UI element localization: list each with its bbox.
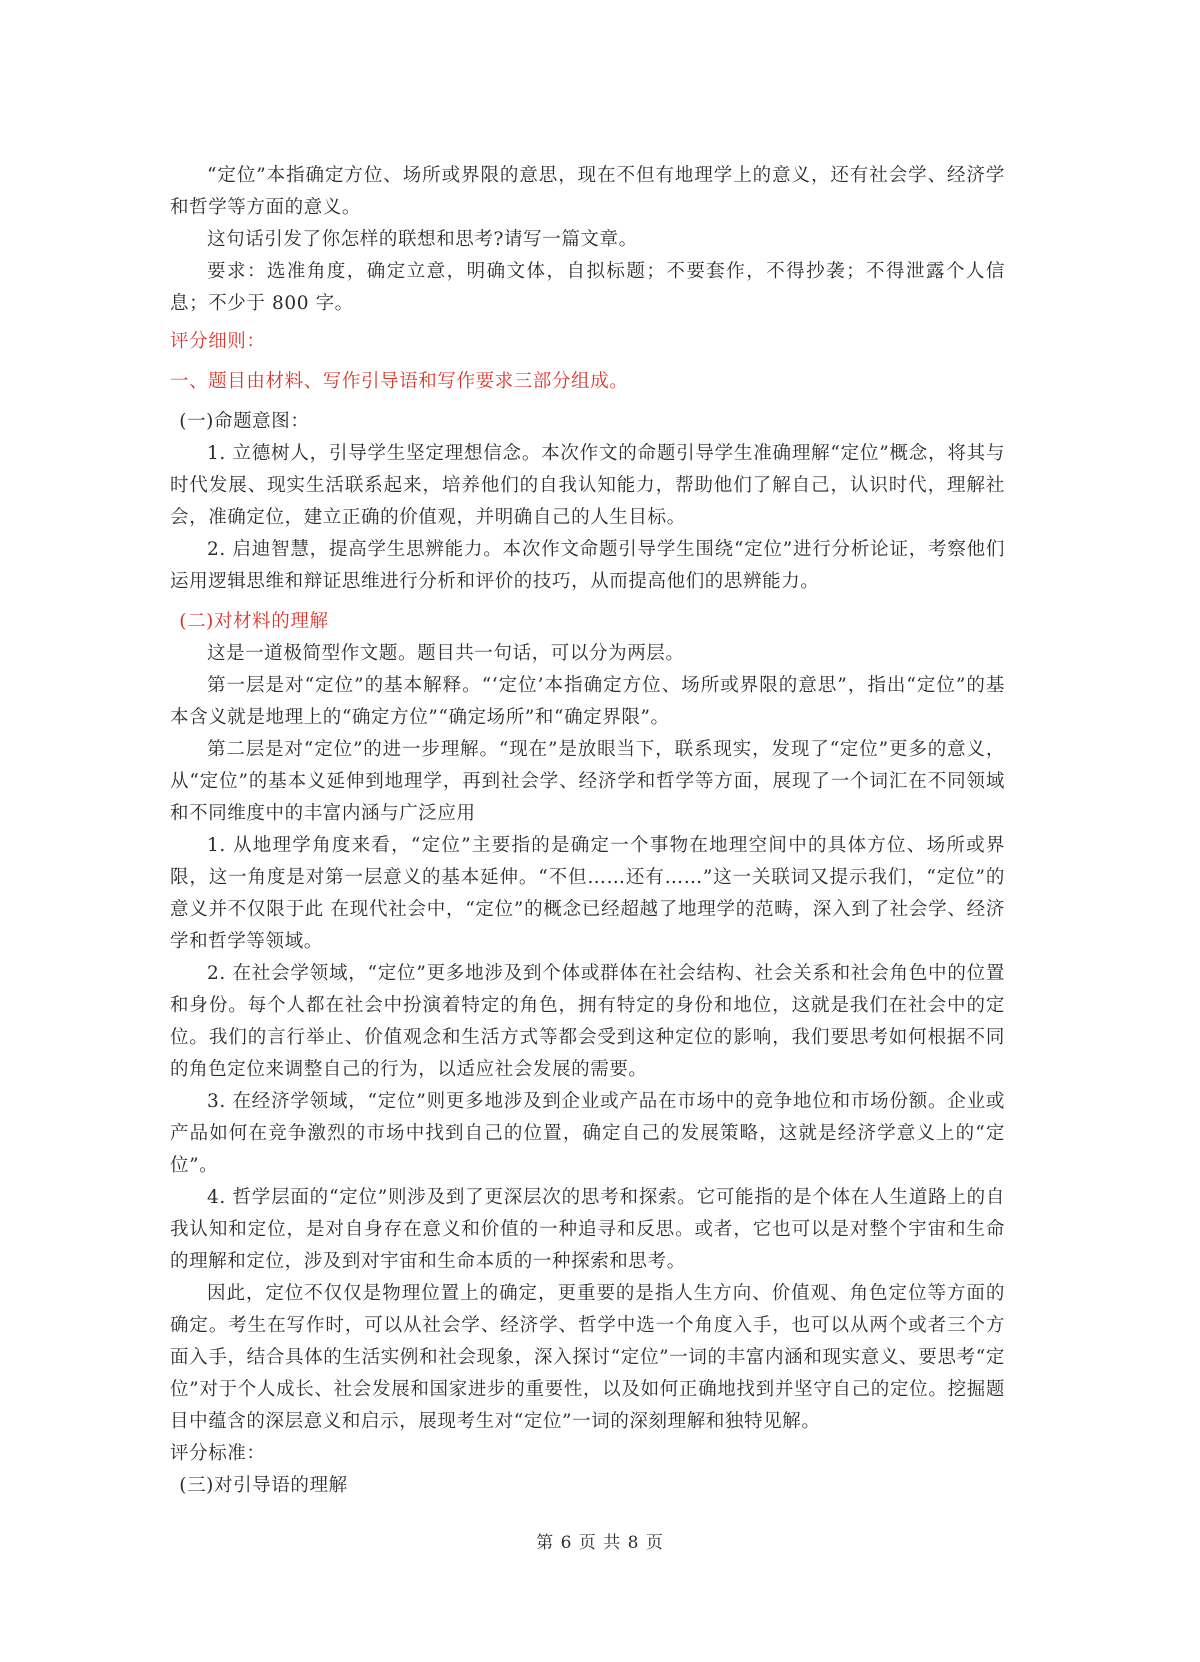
sociology-point: 2. 在社会学领域，“定位”更多地涉及到个体或群体在社会结构、社会关系和社会角色中的位置和身份。每个人都在社会中扮演着特定的角色，拥有特定的身份和地位，这就是我们在社会中的定位。我们的言行举止、价值观念和生活方式等都会受到这种定位的影响，我们要思考如何根据不同的角色定位来调整自己的行为，以适应社会发展的需要。 [170,963,1005,1080]
subsection-material-heading: (二)对材料的理解 [179,611,329,632]
material-layer-2: 第二层是对“定位”的进一步理解。“现在”是放眼当下，联系现实，发现了“定位”更多的意义，从“定位”的基本义延伸到地理学，再到社会学、经济学和哲学等方面，展现了一个词汇在不同领域和不同维度中的丰富内涵与广泛应用 [170,739,1005,824]
prompt-question: 这句话引发了你怎样的联想和思考?请写一篇文章。 [207,229,638,250]
document-body [170,160,1005,1502]
scoring-rules-heading: 评分细则： [170,331,266,352]
page-footer: 第 6 页 共 8 页 [536,1533,664,1553]
prompt-paragraph: “定位”本指确定方位、场所或界限的意思，现在不但有地理学上的意义，还有社会学、经济学和哲学等方面的意义。 [170,165,1005,218]
intent-point-1: 1. 立德树人，引导学生坚定理想信念。本次作文的命题引导学生准确理解“定位”概念，将其与时代发展、现实生活联系起来，培养他们的自我认知能力，帮助他们了解自己，认识时代，理解社会，准确定位，建立正确的价值观，并明确自己的人生目标。 [170,443,1005,528]
economics-point: 3. 在经济学领域，“定位”则更多地涉及到企业或产品在市场中的竞争地位和市场份额。企业或产品如何在竞争激烈的市场中找到自己的位置，确定自己的发展策略，这就是经济学意义上的“定位”。 [170,1091,1005,1176]
philosophy-point: 4. 哲学层面的“定位”则涉及到了更深层次的思考和探索。它可能指的是个体在人生道路上的自我认知和定位，是对自身存在意义和价值的一种追寻和反思。或者，它也可以是对整个宇宙和生命的理解和定位，涉及到对宇宙和生命本质的一种探索和思考。 [170,1187,1005,1272]
conclusion-paragraph: 因此，定位不仅仅是物理位置上的确定，更重要的是指人生方向、价值观、角色定位等方面的确定。考生在写作时，可以从社会学、经济学、哲学中选一个角度入手，也可以从两个或者三个方面入手，结合具体的生活实例和社会现象，深入探讨“定位”一词的丰富内涵和现实意义、要思考“定位”对于个人成长、社会发展和国家进步的重要性，以及如何正确地找到并坚守自己的定位。挖掘题目中蕴含的深层意义和启示，展现考生对“定位”一词的深刻理解和独特见解。 [170,1283,1005,1432]
material-intro: 这是一道极简型作文题。题目共一句话，可以分为两层。 [207,643,685,664]
subsection-guide-heading: (三)对引导语的理解 [179,1475,348,1496]
section-one-heading: 一、题目由材料、写作引导语和写作要求三部分组成。 [170,371,629,392]
subsection-intent-heading: (一)命题意图： [179,411,310,432]
material-layer-1: 第一层是对“定位”的基本解释。“‘定位’本指确定方位、场所或界限的意思”，指出“定位”的基本含义就是地理上的“确定方位”“确定场所”和“确定界限”。 [170,675,1005,728]
scoring-standard-heading: 评分标准： [170,1443,266,1464]
geography-point: 1. 从地理学角度来看，“定位”主要指的是确定一个事物在地理空间中的具体方位、场所或界限，这一角度是对第一层意义的基本延伸。“不但……还有……”这一关联词又提示我们，“定位”的意义并不仅限于此 在现代社会中，“定位”的概念已经超越了地理学的范畴，深入到了社会学、经济学和哲学等领域。 [170,835,1005,952]
prompt-requirements: 要求：选准角度，确定立意，明确文体，自拟标题；不要套作，不得抄袭；不得泄露个人信息；不少于 800 字。 [170,261,1005,314]
intent-point-2: 2. 启迪智慧，提高学生思辨能力。本次作文命题引导学生围绕“定位”进行分析论证，考察他们运用逻辑思维和辩证思维进行分析和评价的技巧，从而提高他们的思辨能力。 [170,539,1005,592]
